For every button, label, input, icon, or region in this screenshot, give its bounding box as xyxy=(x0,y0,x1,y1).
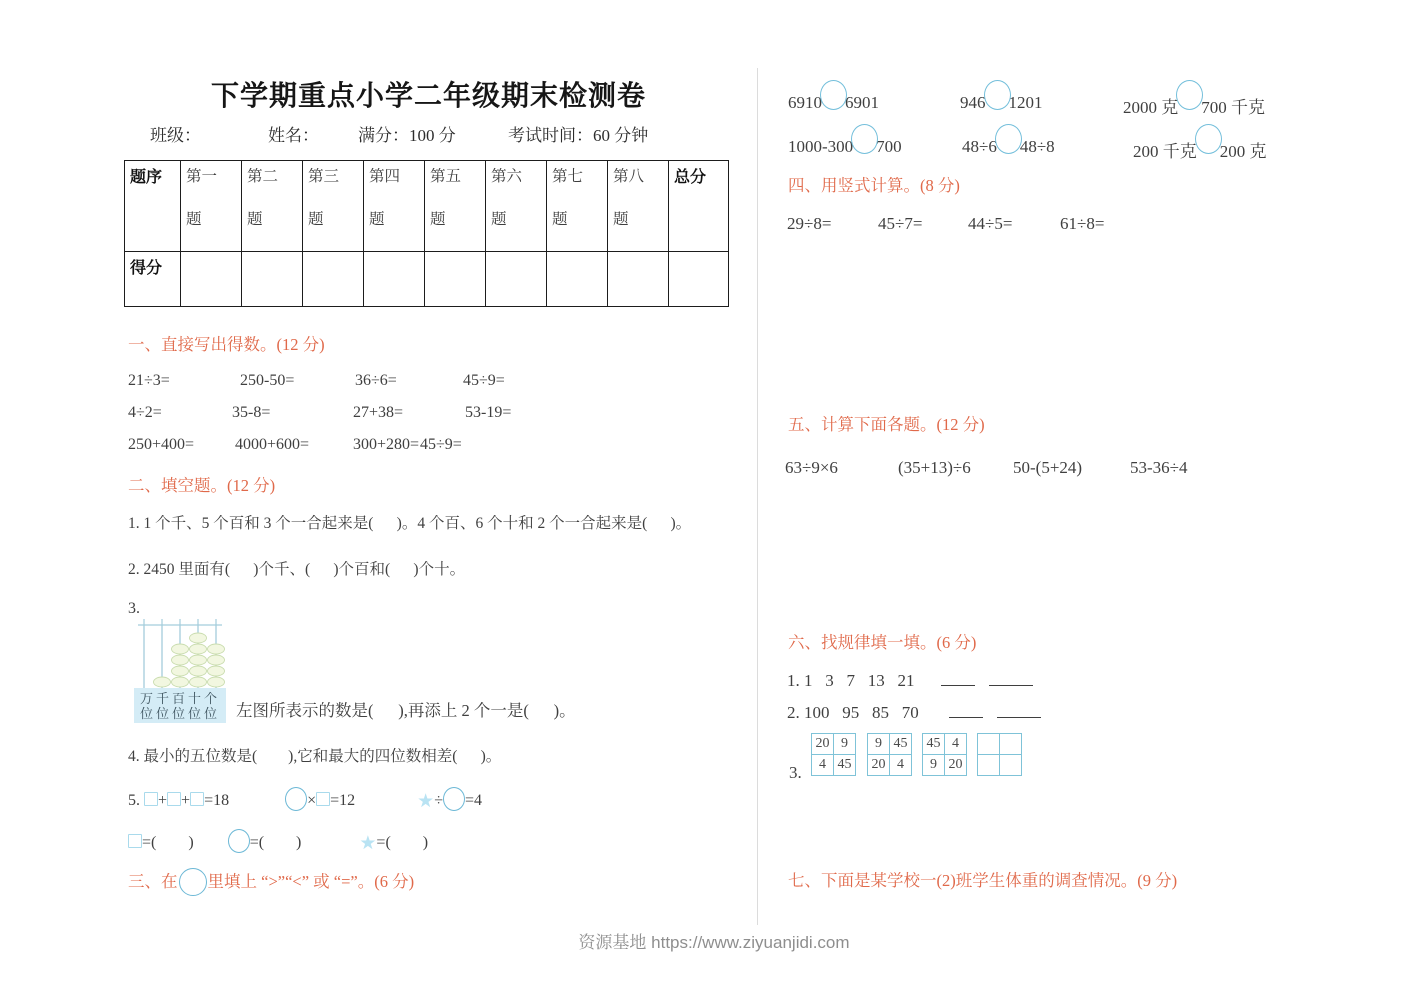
number-pattern-line: 1. 1 3 7 13 21 xyxy=(787,670,1033,691)
question-number: 3. xyxy=(128,600,140,617)
fill-blank-question: 1. 1 个千、5 个百和 3 个一合起来是( )。4 个百、6 个十和 2 个一合起来是( )。 xyxy=(128,515,692,532)
score-cell-empty xyxy=(486,252,547,307)
grid-cell: 45 xyxy=(890,734,912,755)
score-table-header-cell: 第七 题 xyxy=(547,161,608,252)
comparison-circle-icon xyxy=(1195,124,1222,154)
score-cell-empty xyxy=(425,252,486,307)
math-problem: 53-36÷4 xyxy=(1130,458,1188,477)
math-problem: 45÷9= xyxy=(420,436,462,453)
shape-equation-line: 5. + + =18 × =12 ★÷ =4 xyxy=(128,787,482,814)
comparison-item: 48÷6 48÷8 xyxy=(962,137,1055,167)
square-shape-icon xyxy=(128,834,142,848)
section-4-heading: 四、用竖式计算。(8 分) xyxy=(788,176,960,195)
comparison-circle-icon xyxy=(1176,80,1203,110)
score-cell-empty xyxy=(181,252,242,307)
abacus-beads xyxy=(154,633,225,687)
pattern-grid xyxy=(977,733,1022,776)
comparison-item: 946 1201 xyxy=(960,93,1043,123)
comparison-circle-icon xyxy=(820,80,847,110)
exam-time-label: 考试时间：60 分钟 xyxy=(508,126,649,145)
column-divider xyxy=(757,68,758,925)
score-table-header-cell: 第一 题 xyxy=(181,161,242,252)
pattern-grid xyxy=(867,733,912,776)
abacus-place-labels: 位位位位位 xyxy=(139,706,221,721)
grid-cell: 45 xyxy=(923,734,945,755)
math-problem: 27+38= xyxy=(353,404,404,421)
circle-shape-icon xyxy=(228,829,250,853)
math-problem: 21÷3= xyxy=(128,372,170,389)
square-shape-icon xyxy=(190,792,204,806)
comparison-item: 6910 6901 xyxy=(788,93,879,123)
number-pattern-line: 2. 100 95 85 70 xyxy=(787,702,1041,723)
answer-blank-line xyxy=(949,703,983,718)
math-problem: 4÷2= xyxy=(128,404,162,421)
math-problem: 300+280= xyxy=(353,436,420,453)
star-shape-icon: ★ xyxy=(417,790,435,812)
score-row-label: 得分 xyxy=(125,252,181,307)
abacus-question-text: 左图所表示的数是( ),再添上 2 个一是( )。 xyxy=(236,701,576,720)
grid-cell: 9 xyxy=(923,755,945,776)
grid-cell: 9 xyxy=(834,734,856,755)
grid-cell: 45 xyxy=(834,755,856,776)
score-table-header-cell: 第八 题 xyxy=(608,161,669,252)
question-number: 2. xyxy=(787,703,800,722)
abacus-figure xyxy=(134,617,226,723)
score-table-header-cell: 题序 xyxy=(125,161,181,252)
fill-blank-question: 2. 2450 里面有( )个千、( )个百和( )个十。 xyxy=(128,561,466,578)
circle-shape-icon xyxy=(285,787,307,811)
score-cell-empty xyxy=(303,252,364,307)
abacus-place-labels: 万千百十个 xyxy=(139,691,221,706)
score-table-header-cell: 第二 题 xyxy=(242,161,303,252)
section-7-heading: 七、下面是某学校一(2)班学生体重的调查情况。(9 分) xyxy=(788,871,1178,890)
grid-cell xyxy=(1000,734,1022,755)
grid-cell xyxy=(978,755,1000,776)
name-label: 姓名： xyxy=(268,126,319,145)
circle-shape-icon xyxy=(179,868,207,896)
score-table-header-cell: 第三 题 xyxy=(303,161,364,252)
grid-cell: 20 xyxy=(868,755,890,776)
question-number: 5. xyxy=(128,792,140,809)
comparison-item: 200 千克 200 克 xyxy=(1133,137,1267,167)
question-number: 3. xyxy=(789,763,802,782)
pattern-grid xyxy=(922,733,967,776)
score-cell-empty xyxy=(547,252,608,307)
comparison-item: 1000-300 700 xyxy=(788,137,902,167)
math-problem: 45÷9= xyxy=(463,372,505,389)
class-label: 班级： xyxy=(150,126,201,145)
question-number: 1. xyxy=(787,671,800,690)
math-problem: 53-19= xyxy=(465,404,512,421)
math-problem: 61÷8= xyxy=(1060,214,1105,233)
math-problem: 35-8= xyxy=(232,404,271,421)
fill-blank-question: 4. 最小的五位数是( ),它和最大的四位数相差( )。 xyxy=(128,748,502,765)
grid-cell: 20 xyxy=(812,734,834,755)
math-problem: 250-50= xyxy=(240,372,295,389)
score-cell-empty xyxy=(242,252,303,307)
square-shape-icon xyxy=(144,792,158,806)
answer-blank-line xyxy=(989,671,1033,686)
footer-site-text: 资源基地 https://www.ziyuanjidi.com xyxy=(578,933,850,952)
answer-blank-line xyxy=(997,703,1041,718)
grid-cell xyxy=(1000,755,1022,776)
math-problem: 29÷8= xyxy=(787,214,832,233)
page-title: 下学期重点小学二年级期末检测卷 xyxy=(210,81,646,112)
grid-cell: 4 xyxy=(890,755,912,776)
math-problem: 36÷6= xyxy=(355,372,397,389)
grid-cell: 20 xyxy=(945,755,967,776)
math-problem: (35+13)÷6 xyxy=(898,458,971,477)
math-problem: 4000+600= xyxy=(235,436,310,453)
score-table-header-cell: 第五 题 xyxy=(425,161,486,252)
grid-cell: 4 xyxy=(812,755,834,776)
shape-answer-line: =( ) =( ) ★=( ) xyxy=(128,829,428,856)
section-2-heading: 二、填空题。(12 分) xyxy=(128,476,276,495)
score-cell-empty xyxy=(364,252,425,307)
math-problem: 44÷5= xyxy=(968,214,1013,233)
comparison-circle-icon xyxy=(995,124,1022,154)
section-3-heading: 三、在 里填上 “>”“<” 或 “=”。(6 分) xyxy=(128,868,414,896)
score-table-header-cell: 总分 xyxy=(669,161,729,252)
star-shape-icon: ★ xyxy=(359,832,377,854)
grid-cell xyxy=(978,734,1000,755)
circle-shape-icon xyxy=(443,787,465,811)
comparison-circle-icon xyxy=(851,124,878,154)
pattern-grid xyxy=(811,733,856,776)
answer-blank-line xyxy=(941,671,975,686)
section-5-heading: 五、计算下面各题。(12 分) xyxy=(788,415,985,434)
square-shape-icon xyxy=(316,792,330,806)
score-cell-empty xyxy=(608,252,669,307)
score-table-header-cell: 第六 题 xyxy=(486,161,547,252)
full-score-label: 满分：100 分 xyxy=(358,126,456,145)
square-shape-icon xyxy=(167,792,181,806)
score-table-header-cell: 第四 题 xyxy=(364,161,425,252)
math-problem: 45÷7= xyxy=(878,214,923,233)
comparison-circle-icon xyxy=(984,80,1011,110)
section-1-heading: 一、直接写出得数。(12 分) xyxy=(128,335,325,354)
grid-cell: 4 xyxy=(945,734,967,755)
comparison-item: 2000 克 700 千克 xyxy=(1123,93,1265,123)
section-6-heading: 六、找规律填一填。(6 分) xyxy=(788,633,977,652)
score-table xyxy=(124,160,729,307)
math-problem: 250+400= xyxy=(128,436,195,453)
score-cell-empty xyxy=(669,252,729,307)
math-problem: 63÷9×6 xyxy=(785,458,838,477)
math-problem: 50-(5+24) xyxy=(1013,458,1083,477)
grid-cell: 9 xyxy=(868,734,890,755)
